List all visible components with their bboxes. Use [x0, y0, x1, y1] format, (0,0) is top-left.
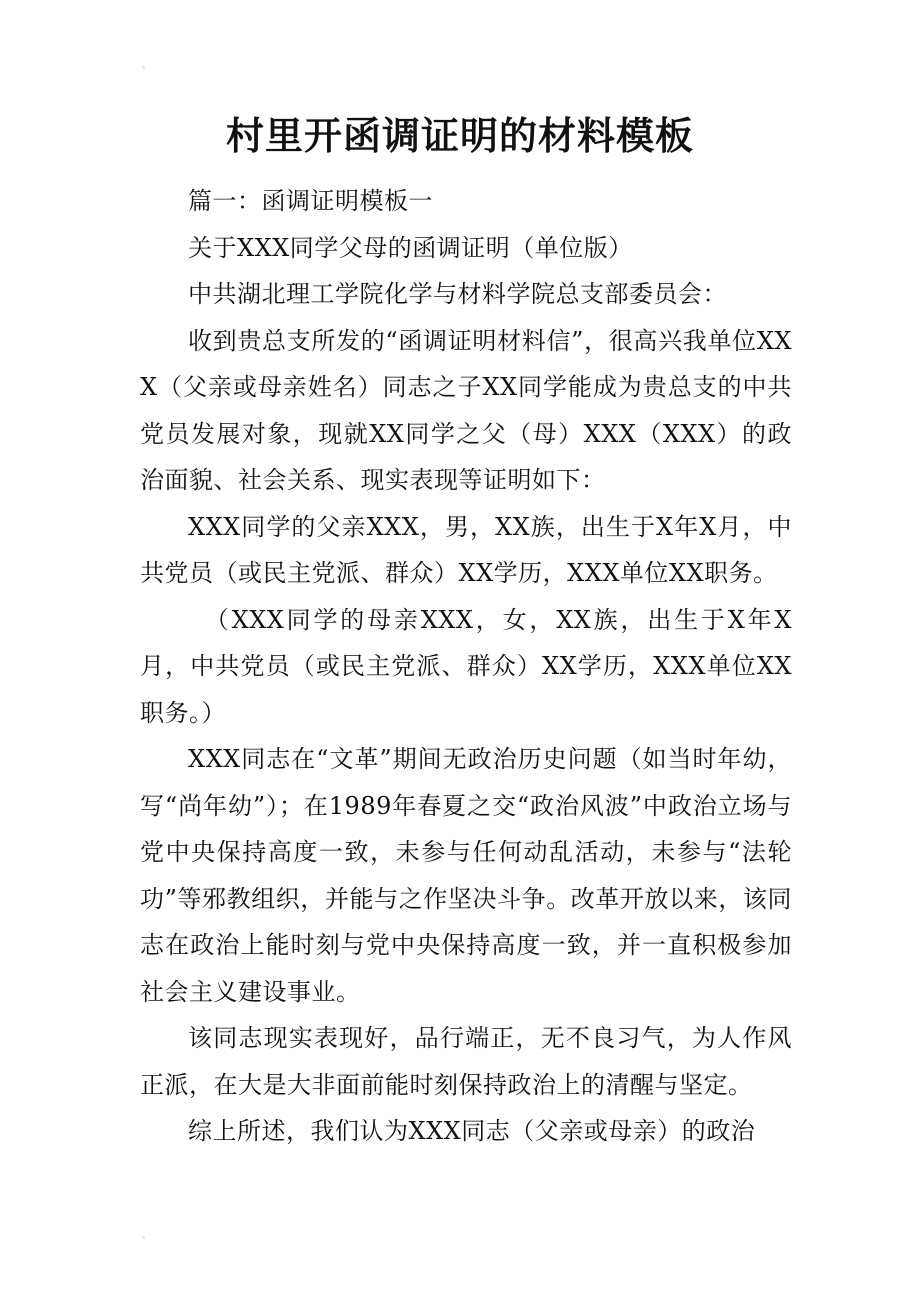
- body-paragraph: 该同志现实表现好，品行端正，无不良习气，为人作风正派，在大是大非面前能时刻保持政治上的清醒与坚定。: [140, 1024, 792, 1099]
- letter-recipient: 中共湖北理工学院化学与材料学院总支部委员会：: [188, 280, 727, 308]
- scan-speck: [142, 66, 145, 69]
- letter-subject: 关于XXX同学父母的函调证明（单位版）: [188, 233, 633, 262]
- scan-speck: [142, 1236, 145, 1239]
- document-body: [140, 178, 792, 1155]
- body-paragraph: XXX同志在“文革”期间无政治历史问题（如当时年幼，写“尚年幼”）；在1989年春夏之交“政治风波”中政治立场与党中央保持高度一致，未参与任何动乱活动，未参与“法轮功”等邪教组织，并能与之作坚决斗争。改革开放以来，该同志在政治上能时刻与党中央保持高度一致，并一直积极参加社会主义建设事业。: [140, 745, 792, 1006]
- body-paragraph: 收到贵总支所发的“函调证明材料信”，很高兴我单位XXX（父亲或母亲姓名）同志之子XX同学能成为贵总支的中共党员发展对象，现就XX同学之父（母）XXX（XXX）的政治面貌、社会关系、现实表现等证明如下：: [140, 326, 792, 494]
- body-paragraph: （XXX同学的母亲XXX，女，XX族，出生于X年X月，中共党员（或民主党派、群众）XX学历，XXX单位XX职务。）: [140, 605, 792, 727]
- document-title: 村里开函调证明的材料模板: [225, 113, 694, 158]
- section-heading: 篇一：函调证明模板一: [188, 187, 433, 215]
- body-paragraph: 综上所述，我们认为XXX同志（父亲或母亲）的政治: [188, 1117, 756, 1145]
- body-paragraph: XXX同学的父亲XXX，男，XX族，出生于X年X月，中共党员（或民主党派、群众）XX学历，XXX单位XX职务。: [140, 512, 792, 587]
